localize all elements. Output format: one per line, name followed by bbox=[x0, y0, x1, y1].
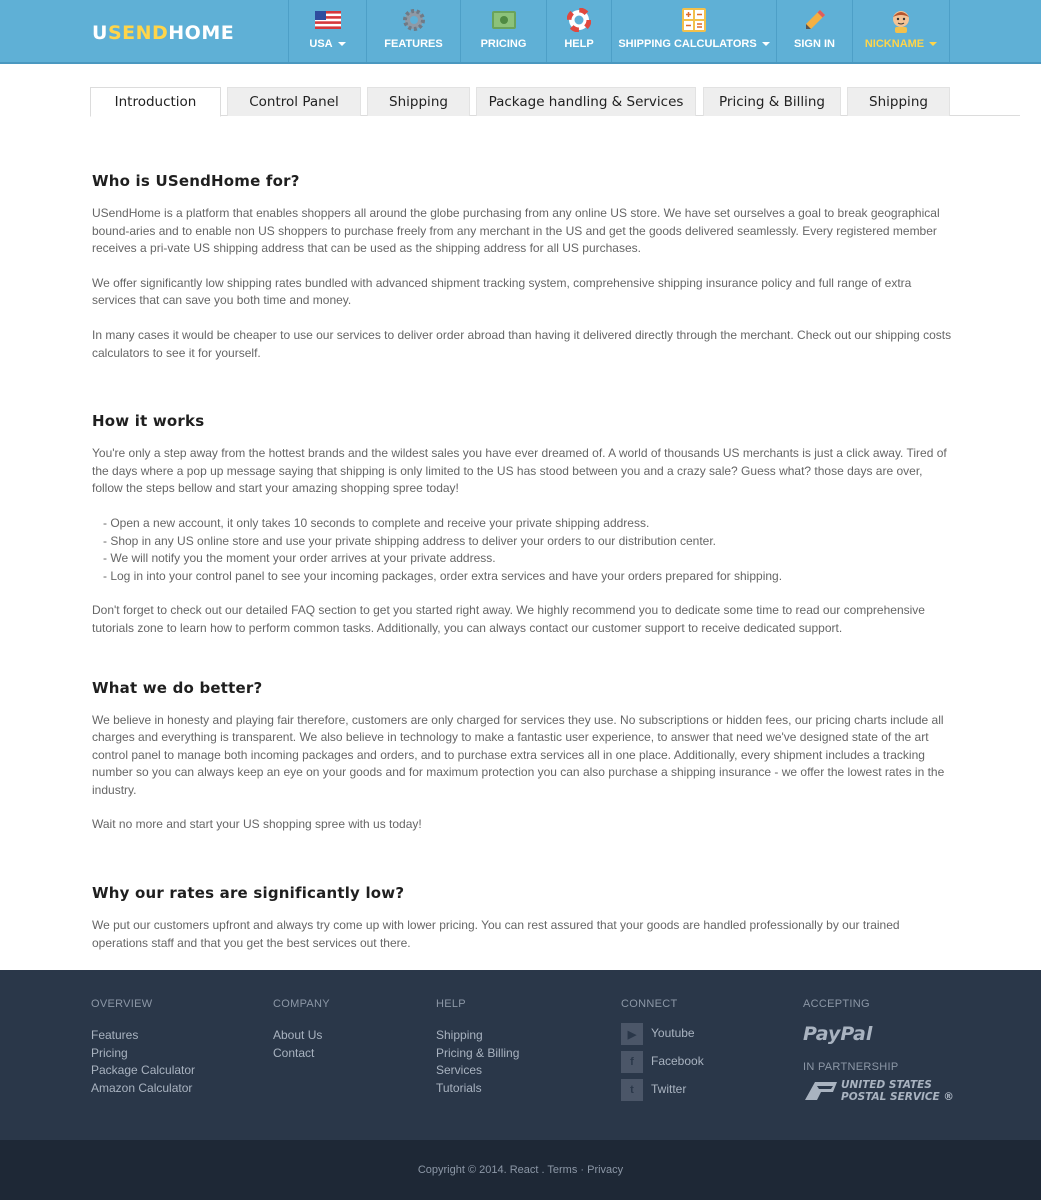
footer-accepting bbox=[803, 998, 954, 1103]
paypal-logo: PayPal bbox=[803, 1023, 873, 1045]
youtube-icon: ▶ bbox=[621, 1023, 643, 1045]
nav-pricing[interactable]: PRICING bbox=[460, 0, 546, 62]
footer-company bbox=[273, 998, 330, 1062]
who-paragraph-2: We offer significantly low shipping rates bundled with advanced shipment tracking system, comprehensive shipping insurance policy and full range of extra services that can save you both time and money. bbox=[92, 275, 912, 308]
usps-logo: UNITED STATES POSTAL SERVICE ® bbox=[803, 1079, 954, 1103]
nav-help[interactable]: HELP bbox=[546, 0, 611, 62]
footer-heading: CONNECT bbox=[621, 998, 678, 1010]
site-footer bbox=[0, 970, 1041, 1140]
section-title-rates: Why our rates are significantly low? bbox=[92, 884, 405, 903]
footer-link-facebook[interactable]: f Facebook bbox=[621, 1050, 704, 1074]
tab-introduction[interactable]: Introduction bbox=[90, 87, 221, 117]
better-paragraph-2: Wait no more and start your US shopping spree with us today! bbox=[92, 817, 422, 832]
footer-connect bbox=[621, 998, 704, 1106]
footer-link-services[interactable]: Services bbox=[436, 1063, 483, 1078]
how-paragraph-2: Don't forget to check out our detailed FAQ section to get you started right away. We highly recommend you to dedicate some time to read our comprehensive tutorials zone to learn how to perform common tasks. Additionally, you can always contact our customer support to receive dedicated support. bbox=[92, 603, 925, 635]
nav-sign-in[interactable]: SIGN IN bbox=[776, 0, 852, 62]
list-item: - Shop in any US online store and use your private shipping address to deliver your orders to our distribution center. bbox=[103, 533, 717, 548]
footer-link-about-us[interactable]: About Us bbox=[273, 1028, 323, 1042]
tab-pricing-billing[interactable]: Pricing & Billing bbox=[703, 87, 841, 116]
footer-heading: OVERVIEW bbox=[91, 998, 153, 1010]
eagle-icon bbox=[803, 1080, 837, 1102]
footer-heading: COMPANY bbox=[273, 998, 330, 1010]
chevron-down-icon bbox=[929, 42, 937, 46]
section-title-who: Who is USendHome for? bbox=[92, 172, 300, 190]
lifebuoy-icon bbox=[566, 8, 592, 32]
tab-shipping-2[interactable]: Shipping bbox=[847, 87, 950, 116]
help-topic-tabs bbox=[90, 87, 1020, 116]
list-item: - Log in into your control panel to see your incoming packages, order extra services and have your orders prepared for shipping. bbox=[103, 568, 783, 583]
how-paragraph-1: You're only a step away from the hottest brands and the wildest sales you have ever dreamed of. A world of thousands US merchants is just a click away. Tired of the days where a pop up message saying that shipping is only limited to the US has stood between you and a crazy sale? Guess what? those days are over, follow the steps bellow and start your amazing shopping spree today! bbox=[92, 446, 947, 496]
steps-list bbox=[92, 515, 952, 585]
section-title-how: How it works bbox=[92, 412, 205, 431]
footer-heading: HELP bbox=[436, 998, 466, 1010]
footer-link-pricing[interactable]: Pricing bbox=[91, 1045, 128, 1060]
top-navigation-bar bbox=[0, 0, 1041, 64]
facebook-icon: f bbox=[621, 1051, 643, 1073]
nav-shipping-calculators[interactable]: SHIPPING CALCULATORS bbox=[611, 0, 776, 62]
footer-heading-partnership: IN PARTNERSHIP bbox=[803, 1061, 899, 1073]
twitter-icon: t bbox=[621, 1079, 643, 1101]
intro-content bbox=[92, 172, 952, 952]
footer-heading: ACCEPTING bbox=[803, 998, 870, 1010]
footer-link-package-calculator[interactable]: Package Calculator bbox=[91, 1063, 196, 1078]
gear-icon bbox=[401, 8, 427, 32]
pencil-icon bbox=[802, 8, 828, 32]
us-flag-icon bbox=[315, 8, 341, 32]
rates-paragraph-1: We put our customers upfront and always try come up with lower pricing. You can rest assured that your goods are handled professionally by our trained operations staff and that you get the best services out there. bbox=[92, 918, 900, 950]
chevron-down-icon bbox=[338, 42, 346, 46]
tab-shipping[interactable]: Shipping bbox=[367, 87, 470, 116]
tab-package-handling-services[interactable]: Package handling & Services bbox=[476, 87, 696, 116]
list-item: - Open a new account, it only takes 10 seconds to complete and receive your private shipping address. bbox=[103, 515, 650, 530]
who-paragraph-1: USendHome is a platform that enables shoppers all around the globe purchasing from any online US store. We have set ourselves a goal to break geographical bound-aries and to enable non US shoppers to purchase freely from any merchant in the US and get the goods delivered seamlessly. Every registered member receives a pri-vate US shipping address that can be used as the shipping address for all US purchases. bbox=[92, 206, 940, 256]
copyright-text: Copyright © 2014. React . Terms · Privacy bbox=[417, 1164, 624, 1176]
user-avatar-icon bbox=[888, 8, 914, 32]
main-nav bbox=[288, 0, 950, 62]
footer-help bbox=[436, 998, 519, 1097]
footer-link-twitter[interactable]: t Twitter bbox=[621, 1078, 704, 1102]
better-paragraph-1: We believe in honesty and playing fair therefore, customers are only charged for services they use. No subscriptions or hidden fees, our pricing charts include all charges and everything is transparent. We also believe in technology to make a fantastic user experience, to answer that need we've designed state of the art control panel to manage both incoming packages and orders, and to purchase extra services all in one place. Additionally, every shipment includes a tracking number so you can always keep an eye on your goods and for maximum protection you can also purchase a shipping insurance - we offer the lowest rates in the industry. bbox=[92, 712, 945, 797]
footer-link-features[interactable]: Features bbox=[91, 1028, 139, 1042]
nav-user-nickname[interactable]: NICKNAME bbox=[852, 0, 950, 62]
site-logo[interactable]: USENDHOME bbox=[92, 22, 235, 44]
footer-link-shipping[interactable]: Shipping bbox=[436, 1028, 483, 1042]
footer-link-contact[interactable]: Contact bbox=[273, 1045, 315, 1060]
money-icon bbox=[491, 8, 517, 32]
footer-link-pricing-billing[interactable]: Pricing & Billing bbox=[436, 1045, 520, 1060]
footer-link-tutorials[interactable]: Tutorials bbox=[436, 1080, 482, 1095]
tab-control-panel[interactable]: Control Panel bbox=[227, 87, 361, 116]
footer-link-amazon-calculator[interactable]: Amazon Calculator bbox=[91, 1080, 193, 1095]
footer-overview bbox=[91, 998, 195, 1097]
who-paragraph-3: In many cases it would be cheaper to use our services to deliver order abroad than having it delivered directly through the merchant. Check out our shipping costs calculators to see it for yourself. bbox=[92, 327, 952, 360]
footer-link-youtube[interactable]: ▶ Youtube bbox=[621, 1022, 704, 1046]
calculator-icon bbox=[681, 8, 707, 32]
nav-country-usa[interactable]: USA bbox=[288, 0, 366, 62]
chevron-down-icon bbox=[762, 42, 770, 46]
copyright-bar bbox=[0, 1140, 1041, 1200]
nav-features[interactable]: FEATURES bbox=[366, 0, 460, 62]
section-title-better: What we do better? bbox=[92, 678, 263, 697]
list-item: - We will notify you the moment your order arrives at your private address. bbox=[103, 551, 496, 566]
